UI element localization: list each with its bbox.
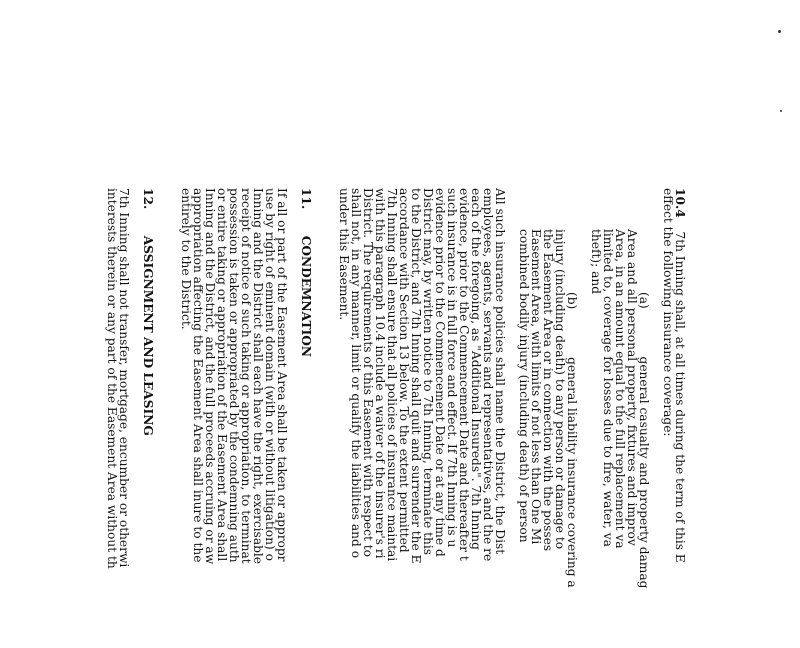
section-title: ASSIGNMENT AND LEASING <box>141 235 155 436</box>
text-line: Easement Area, with limits of not less than One Mi <box>529 229 543 545</box>
text-line: 7th Inning shall ensure that all policies of insurance maintai <box>385 188 399 562</box>
section-number: 10.4 <box>673 188 687 218</box>
text-line: injury (including death) to any person or damage to <box>553 229 567 550</box>
text-line: with this paragraph 10.4 include a waiver of the insurer's ri <box>373 188 387 559</box>
text-line: under this Easement. <box>337 188 351 321</box>
clause-a-first-line <box>638 292 650 588</box>
section-11-heading <box>300 188 312 357</box>
text-line: receipt of notice of such taking or appropriation, to terminat <box>239 188 253 564</box>
text-line: the Easement Area or in connection with the posses <box>541 229 555 552</box>
text-line: Area and all personal property, fixtures and improv <box>625 229 639 546</box>
clause-b-first-line <box>566 292 578 588</box>
clause-marker: (a) <box>637 292 651 309</box>
text-line: entirely to the District. <box>179 188 193 330</box>
rotated-document-page <box>86 188 686 648</box>
text-line: combined bodily injury (including death) of person <box>517 229 531 543</box>
text-line: appropriation affecting the Easement Area shall inure to the <box>191 188 205 563</box>
text-line: possession is taken or appropriated by the condemning auth <box>227 188 241 563</box>
text-line: interests therein or any part of the Easement Area without th <box>105 188 119 569</box>
text-line: shall not, in any manner, limit or qualify the liabilities and o <box>349 188 363 559</box>
text-line: 7th Inning shall not transfer, mortgage, encumber or otherwi <box>117 188 131 568</box>
section-number: 11. <box>299 188 313 210</box>
text-line: evidence, prior to the Commencement Date and thereafter t <box>457 188 471 561</box>
section-10-4-line <box>674 188 686 563</box>
text-line: accordance with Section 13 below. To the extent permitted <box>397 188 411 553</box>
text-line: to the District, and 7th Inning shall quit and surrender the E <box>409 188 423 564</box>
text-line: District. The requirements of this Easement with respect to <box>361 188 375 557</box>
clause-marker: (b) <box>565 292 579 310</box>
section-number: 12. <box>141 188 155 210</box>
text-line: Inning and the District shall each have the right, exercisable <box>251 188 265 564</box>
text-line: If all or part of the Easement Area shall be taken or appropr <box>275 188 289 562</box>
scan-speck <box>778 30 781 33</box>
text-line: effect the following insurance coverage: <box>661 188 675 437</box>
text-line: limited to, coverage for losses due to fire, water, va <box>601 229 615 547</box>
text-line: employees, agents, servants and representatives, and the re <box>481 188 495 562</box>
text-line: general liability insurance covering a <box>565 357 579 588</box>
text-line: such insurance is in full force and effect. If 7th Inning is u <box>445 188 459 548</box>
text-line: All such insurance policies shall name the District, the Dist <box>493 188 507 555</box>
text-line: or entire taking or appropriation of the Easement Area shall <box>215 188 229 562</box>
scan-speck <box>780 110 782 112</box>
section-title: CONDEMNATION <box>299 235 313 357</box>
text-line: evidence prior to the Commencement Date or at any time d <box>433 188 447 557</box>
text-line: use by right of eminent domain (with or without litigation) o <box>263 188 277 561</box>
text-line: District may, by written notice to 7th Inning, terminate this <box>421 188 435 556</box>
text-line: 7th Inning shall, at all times during the term of this E <box>673 231 687 563</box>
text-line: theft); and <box>589 229 603 295</box>
text-line: Area, in an amount equal to the full replacement va <box>613 229 627 549</box>
text-line: Inning and the District, and the full proceeds accruing or aw <box>203 188 217 565</box>
section-12-heading <box>142 188 154 436</box>
text-line: general casualty and property damag <box>637 356 651 589</box>
text-line: each of the foregoing, as "Additional Insureds". 7th Inning <box>469 188 483 550</box>
